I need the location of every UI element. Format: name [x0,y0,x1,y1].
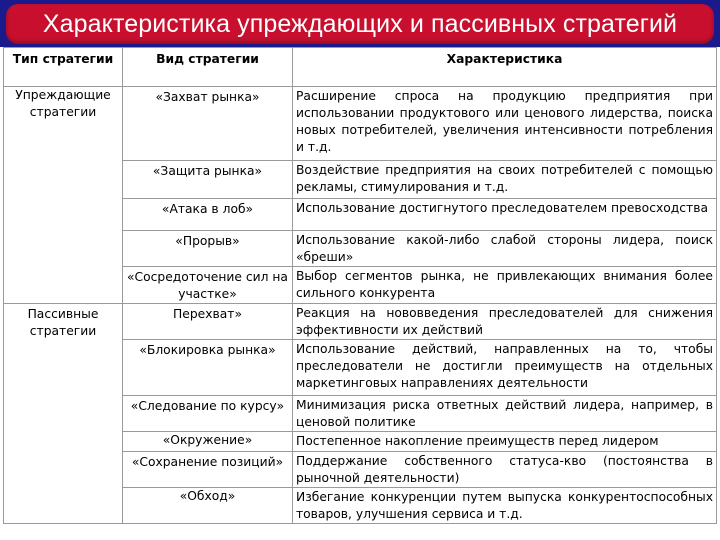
header-kind: Вид стратегии [123,48,293,87]
row-kind: «Блокировка рынка» [123,340,293,396]
row-desc: Использование какой-либо слабой стороны лидера, поиск «бреши» [293,231,717,267]
row-kind: «Следование по курсу» [123,396,293,432]
row-kind: «Атака в лоб» [123,199,293,231]
row-kind: Перехват» [123,304,293,340]
row-desc: Минимизация риска ответных действий лидера, например, в ценовой политике [293,396,717,432]
row-desc: Постепенное накопление преимуществ перед лидером [293,432,717,452]
strategy-table [3,47,717,524]
slide-title-bar [6,4,714,44]
header-characteristic: Характеристика [293,48,717,87]
row-kind: «Защита рынка» [123,161,293,199]
row-kind: «Окружение» [123,432,293,452]
slide-title: Характеристика упреждающих и пассивных стратегий [42,9,678,38]
group-passive: Пассивные стратегии [4,304,123,524]
row-desc: Поддержание собственного статуса-кво (постоянства в рыночной деятельности) [293,452,717,488]
row-kind: «Прорыв» [123,231,293,267]
table-row [4,304,717,340]
row-kind: «Захват рынка» [123,87,293,161]
table-header-row [4,48,717,87]
row-desc: Выбор сегментов рынка, не привлекающих внимания более сильного конкурента [293,267,717,304]
row-desc: Воздействие предприятия на своих потребителей с помощью рекламы, стимулирования и т.д. [293,161,717,199]
group-proactive: Упреждающие стратегии [4,87,123,304]
row-desc: Избегание конкуренции путем выпуска конкурентоспособных товаров, улучшения сервиса и т.д. [293,488,717,524]
row-desc: Реакция на нововведения преследователей для снижения эффективности их действий [293,304,717,340]
strategy-table-sheet [0,47,720,540]
row-desc: Использование достигнутого преследователем превосходства [293,199,717,231]
row-kind: «Сосредоточение сил на участке» [123,267,293,304]
row-desc: Использование действий, направленных на то, чтобы преследователи не достигли преимуществ на отдельных маркетинговых направлениях деятельности [293,340,717,396]
row-desc: Расширение спроса на продукцию предприятия при использовании продуктового или ценового лидерства, поиска новых потребителей, увеличения интенсивности потребления и т.д. [293,87,717,161]
row-kind: «Обход» [123,488,293,524]
header-type: Тип стратегии [4,48,123,87]
row-kind: «Сохранение позиций» [123,452,293,488]
table-row [4,87,717,161]
